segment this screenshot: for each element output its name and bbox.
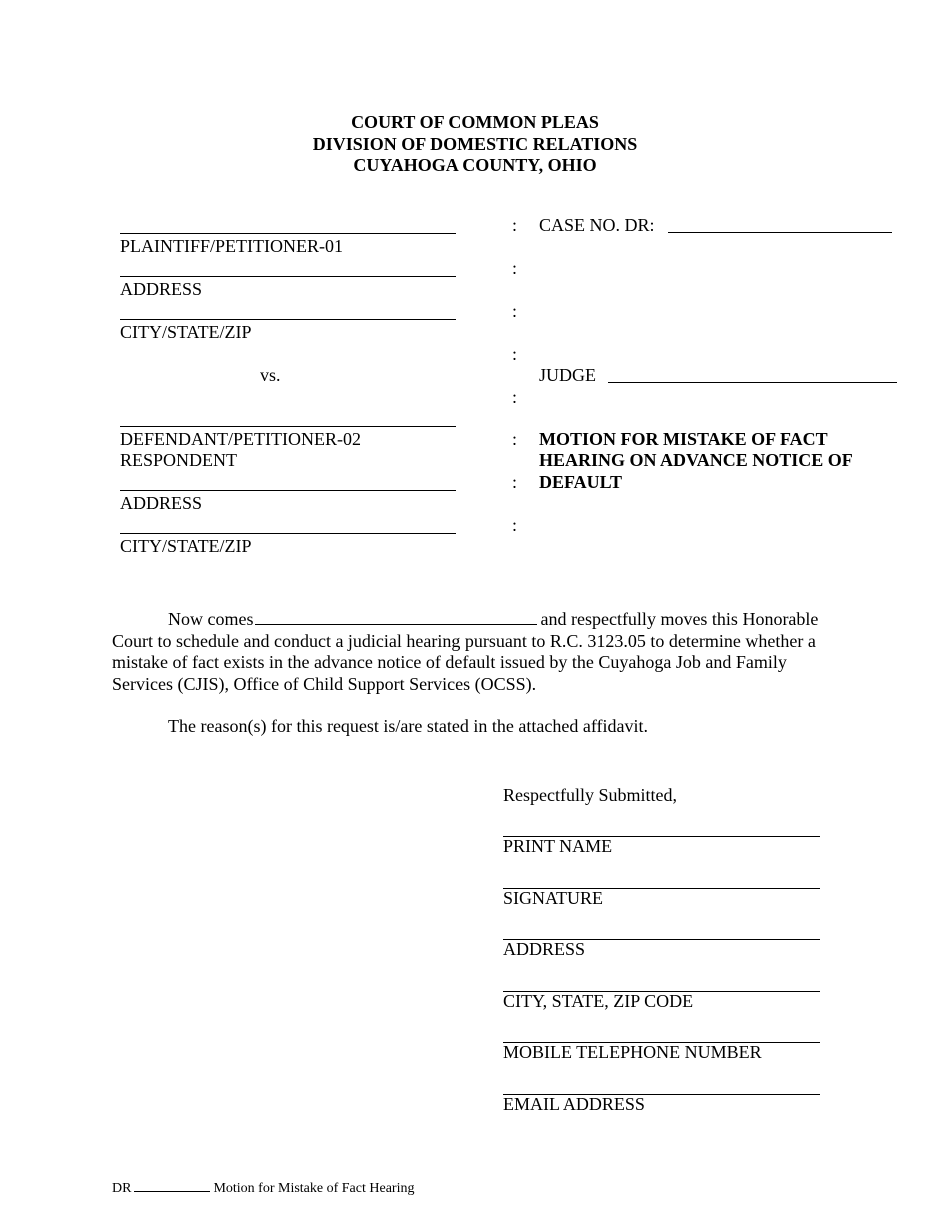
defendant-label-respondent: RESPONDENT (120, 450, 238, 470)
plaintiff-city-label: CITY/STATE/ZIP (120, 322, 252, 342)
case-number-line[interactable] (668, 232, 892, 233)
case-number-label: CASE NO. DR: (539, 215, 655, 235)
footer-title: Motion for Mistake of Fact Hearing (213, 1181, 415, 1196)
versus-text: vs. (260, 365, 281, 385)
closing-text: Respectfully Submitted, (503, 785, 677, 805)
paragraph-body-text: and respectfully moves this Honorable Court to schedule and conduct a judicial hearing pursuant to R.C. 3123.05 to determine whether a mistake of fact exists in the advance notice of default issued by the Cuyahoga Job and Family Services (CJIS), Office of Child Support Services (OCSS). (112, 609, 819, 694)
court-name: COURT OF COMMON PLEAS (351, 112, 599, 132)
caption-colon: : (512, 301, 518, 321)
footer-prefix: DR (112, 1181, 132, 1196)
defendant-city-label: CITY/STATE/ZIP (120, 536, 252, 556)
motion-title-line1: MOTION FOR MISTAKE OF FACT (539, 429, 828, 449)
footer-form-number-blank[interactable] (134, 1179, 210, 1192)
movant-name-blank[interactable] (255, 608, 537, 625)
mobile-phone-label: MOBILE TELEPHONE NUMBER (503, 1042, 762, 1062)
defendant-name-line[interactable] (120, 426, 456, 427)
caption-colon: : (512, 472, 518, 492)
defendant-address-line[interactable] (120, 490, 456, 491)
court-header (0, 112, 950, 177)
court-division: DIVISION OF DOMESTIC RELATIONS (312, 133, 638, 154)
defendant-address-label: ADDRESS (120, 493, 203, 513)
defendant-label: DEFENDANT/PETITIONER-02 (120, 429, 361, 449)
motion-paragraph (112, 608, 834, 695)
caption-colon: : (512, 344, 518, 364)
plaintiff-label: PLAINTIFF/PETITIONER-01 (120, 236, 343, 256)
caption-colon: : (512, 515, 518, 535)
judge-line[interactable] (608, 382, 897, 383)
caption-colon: : (512, 258, 518, 278)
motion-title-line2: HEARING ON ADVANCE NOTICE OF (539, 450, 853, 470)
signature-label: SIGNATURE (503, 888, 604, 908)
defendant-city-line[interactable] (120, 533, 456, 534)
plaintiff-address-line[interactable] (120, 276, 456, 277)
plaintiff-city-line[interactable] (120, 319, 456, 320)
plaintiff-address-label: ADDRESS (120, 279, 203, 299)
page-footer (112, 1179, 414, 1197)
plaintiff-name-line[interactable] (120, 233, 456, 234)
motion-title-line3: DEFAULT (539, 472, 623, 492)
judge-label: JUDGE (539, 365, 596, 385)
sig-address-label: ADDRESS (503, 939, 586, 959)
caption-colon: : (512, 387, 518, 407)
sig-city-label: CITY, STATE, ZIP CODE (503, 991, 694, 1011)
reasons-paragraph: The reason(s) for this request is/are stated in the attached affidavit. (168, 716, 648, 736)
caption-colon: : (512, 215, 518, 235)
print-name-label: PRINT NAME (503, 836, 613, 856)
now-comes-text: Now comes (168, 609, 254, 629)
email-label: EMAIL ADDRESS (503, 1094, 645, 1114)
caption-colon: : (512, 429, 518, 449)
court-county: CUYAHOGA COUNTY, OHIO (353, 155, 597, 175)
